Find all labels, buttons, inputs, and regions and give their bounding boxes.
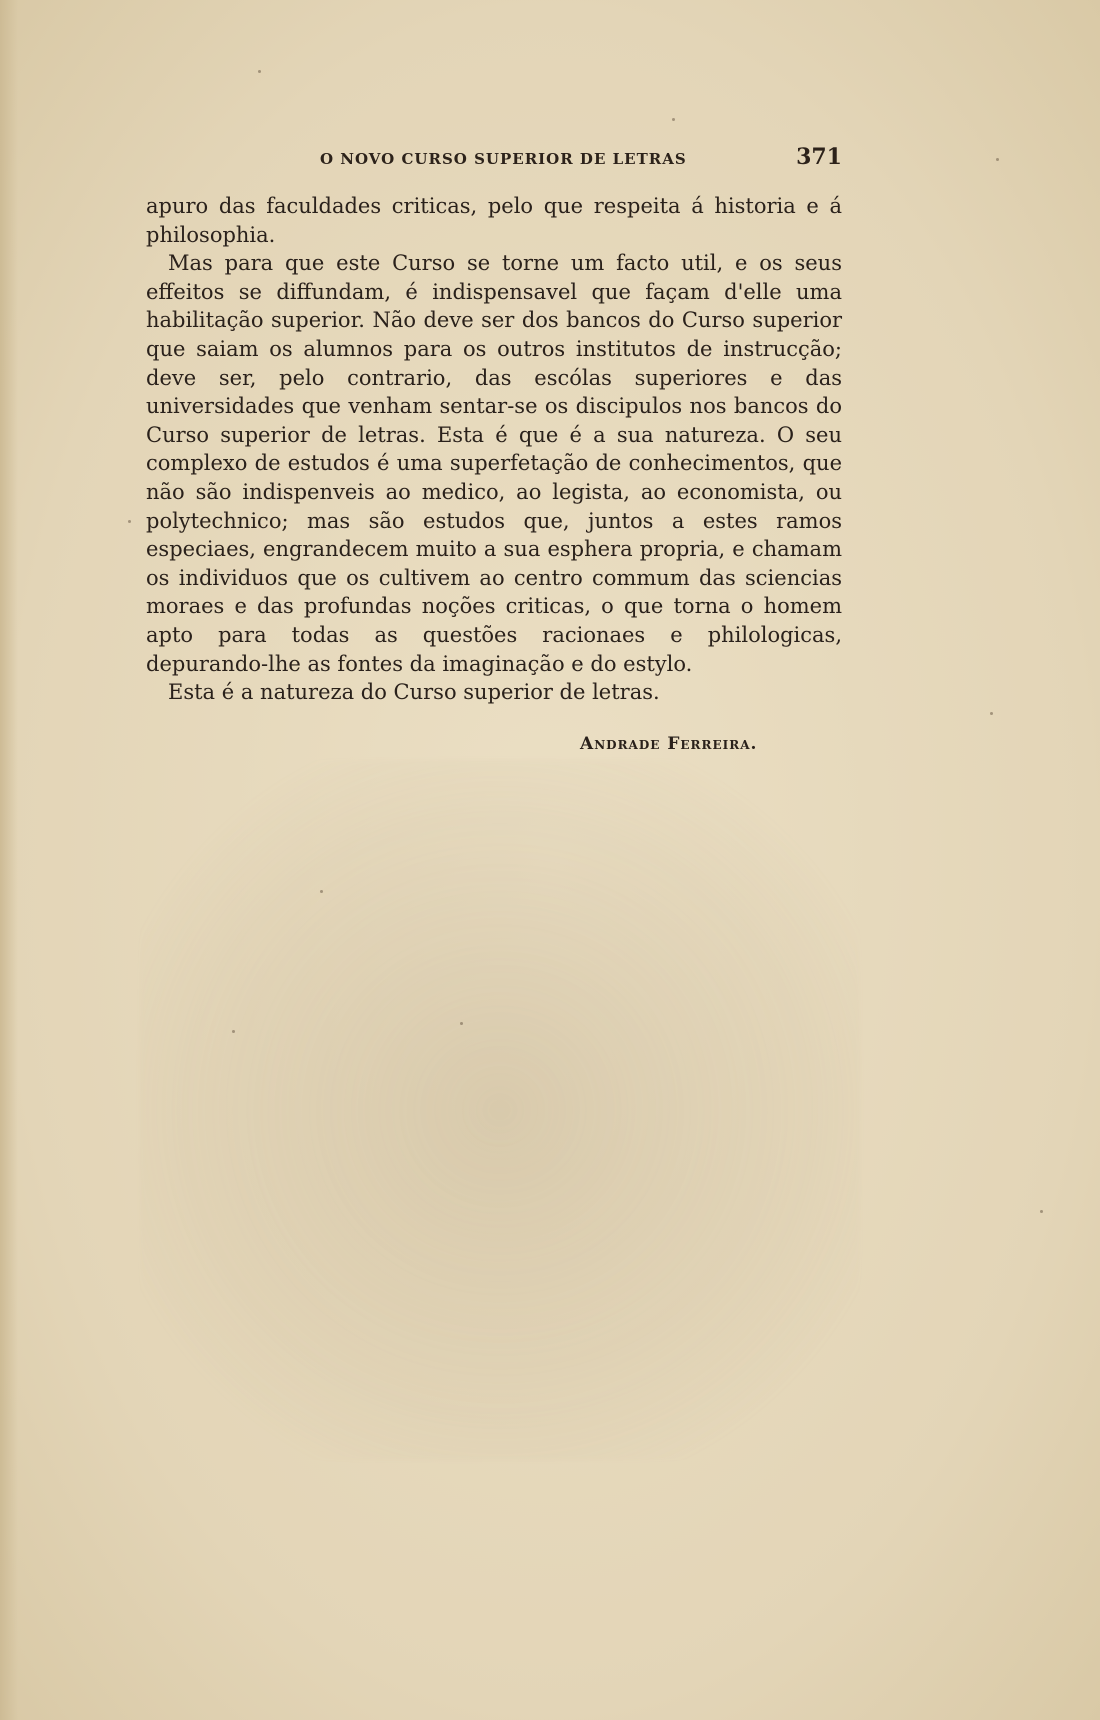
show-through-bleed: [140, 760, 860, 1460]
paragraph-1: apuro das faculdades criticas, pelo que respeita á historia e á philosophia.: [146, 194, 842, 247]
paragraph-3: Esta é a natureza do Curso superior de letras.: [168, 680, 660, 705]
paper-speck: [232, 1030, 235, 1033]
running-title: O NOVO CURSO SUPERIOR DE LETRAS: [320, 150, 687, 168]
page-header: [146, 146, 842, 176]
paper-speck: [672, 118, 675, 121]
paper-speck: [258, 70, 261, 73]
paper-speck: [1040, 1210, 1043, 1213]
page-number: 371: [796, 144, 842, 170]
paper-speck: [128, 520, 131, 523]
paper-speck: [996, 158, 999, 161]
paper-speck: [320, 890, 323, 893]
page-left-edge: [0, 0, 18, 1720]
author-signature: Andrade Ferreira.: [580, 734, 758, 754]
paper-speck: [990, 712, 993, 715]
paper-speck: [460, 1022, 463, 1025]
body-text: [146, 192, 842, 707]
paragraph-2: Mas para que este Curso se torne um facto util, e os seus effeitos se diffundam, é indispensavel que façam d'elle uma habilitação superior. Não deve ser dos bancos do Curso superior que saiam os alumnos para os outros institutos de instrucção; deve ser, pelo contrario, das escólas superiores e das universidades que venham sentar-se os discipulos nos bancos do Curso superior de letras. Esta é que é a sua natureza. O seu complexo de estudos é uma superfetação de conhecimentos, que não são indispenveis ao medico, ao legista, ao economista, ou polytechnico; mas são estudos que, juntos a estes ramos especiaes, engrandecem muito a sua esphera propria, e chamam os individuos que os cultivem ao centro commum das sciencias moraes e das profundas noções criticas, o que torna o homem apto para todas as questões racionaes e philologicas, depurando-lhe as fontes da imaginação e do estylo.: [146, 251, 842, 676]
